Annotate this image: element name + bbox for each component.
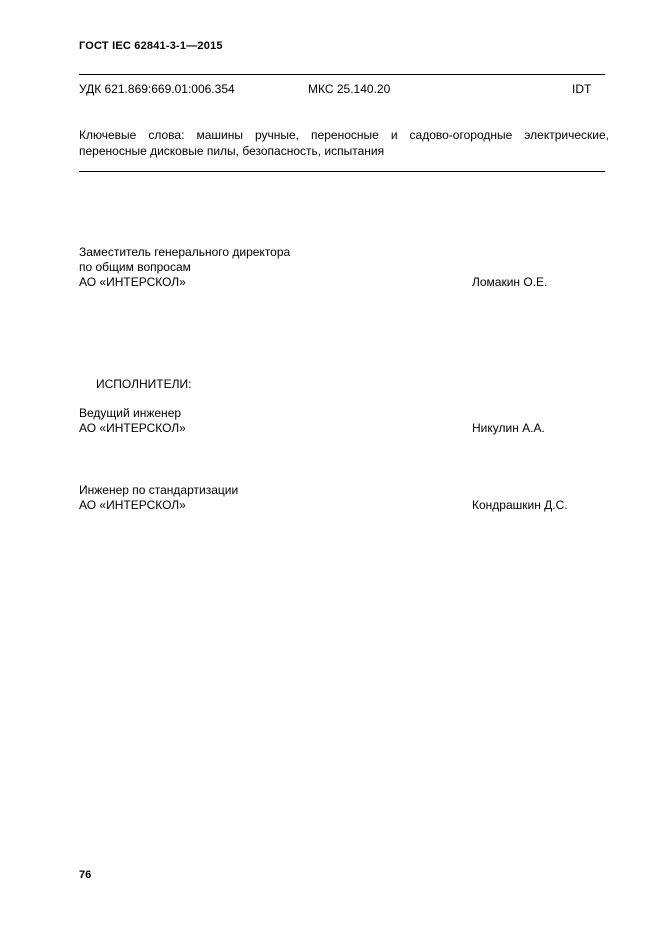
performer-1-position: Ведущий инженер — [79, 406, 182, 420]
correspondence-code: IDT — [572, 82, 592, 96]
signatory-name: Ломакин О.Е. — [472, 275, 548, 289]
performer-1-organization: АО «ИНТЕРСКОЛ» — [79, 421, 186, 435]
top-divider — [79, 74, 605, 75]
performer-2-name: Кондрашкин Д.С. — [472, 498, 568, 512]
performer-1-name: Никулин А.А. — [472, 421, 545, 435]
keywords-text: Ключевые слова: машины ручные, переносные и садово-огородные электрические, переносные дисковые пилы, безопасность, испытания — [79, 128, 609, 158]
document-header: ГОСТ IEC 62841-3-1—2015 — [79, 40, 223, 52]
performer-2-position: Инженер по стандартизации — [79, 483, 239, 497]
page-number: 76 — [79, 869, 92, 881]
performer-2-organization: АО «ИНТЕРСКОЛ» — [79, 498, 186, 512]
signatory-organization: АО «ИНТЕРСКОЛ» — [79, 275, 186, 289]
keywords-divider — [79, 171, 605, 172]
performers-heading: ИСПОЛНИТЕЛИ: — [96, 377, 192, 391]
mks-code: МКС 25.140.20 — [308, 82, 391, 96]
signatory-position-line1: Заместитель генерального директора — [79, 245, 291, 259]
signatory-position-line2: по общим вопросам — [79, 260, 191, 274]
udk-code: УДК 621.869:669.01:006.354 — [79, 82, 235, 96]
